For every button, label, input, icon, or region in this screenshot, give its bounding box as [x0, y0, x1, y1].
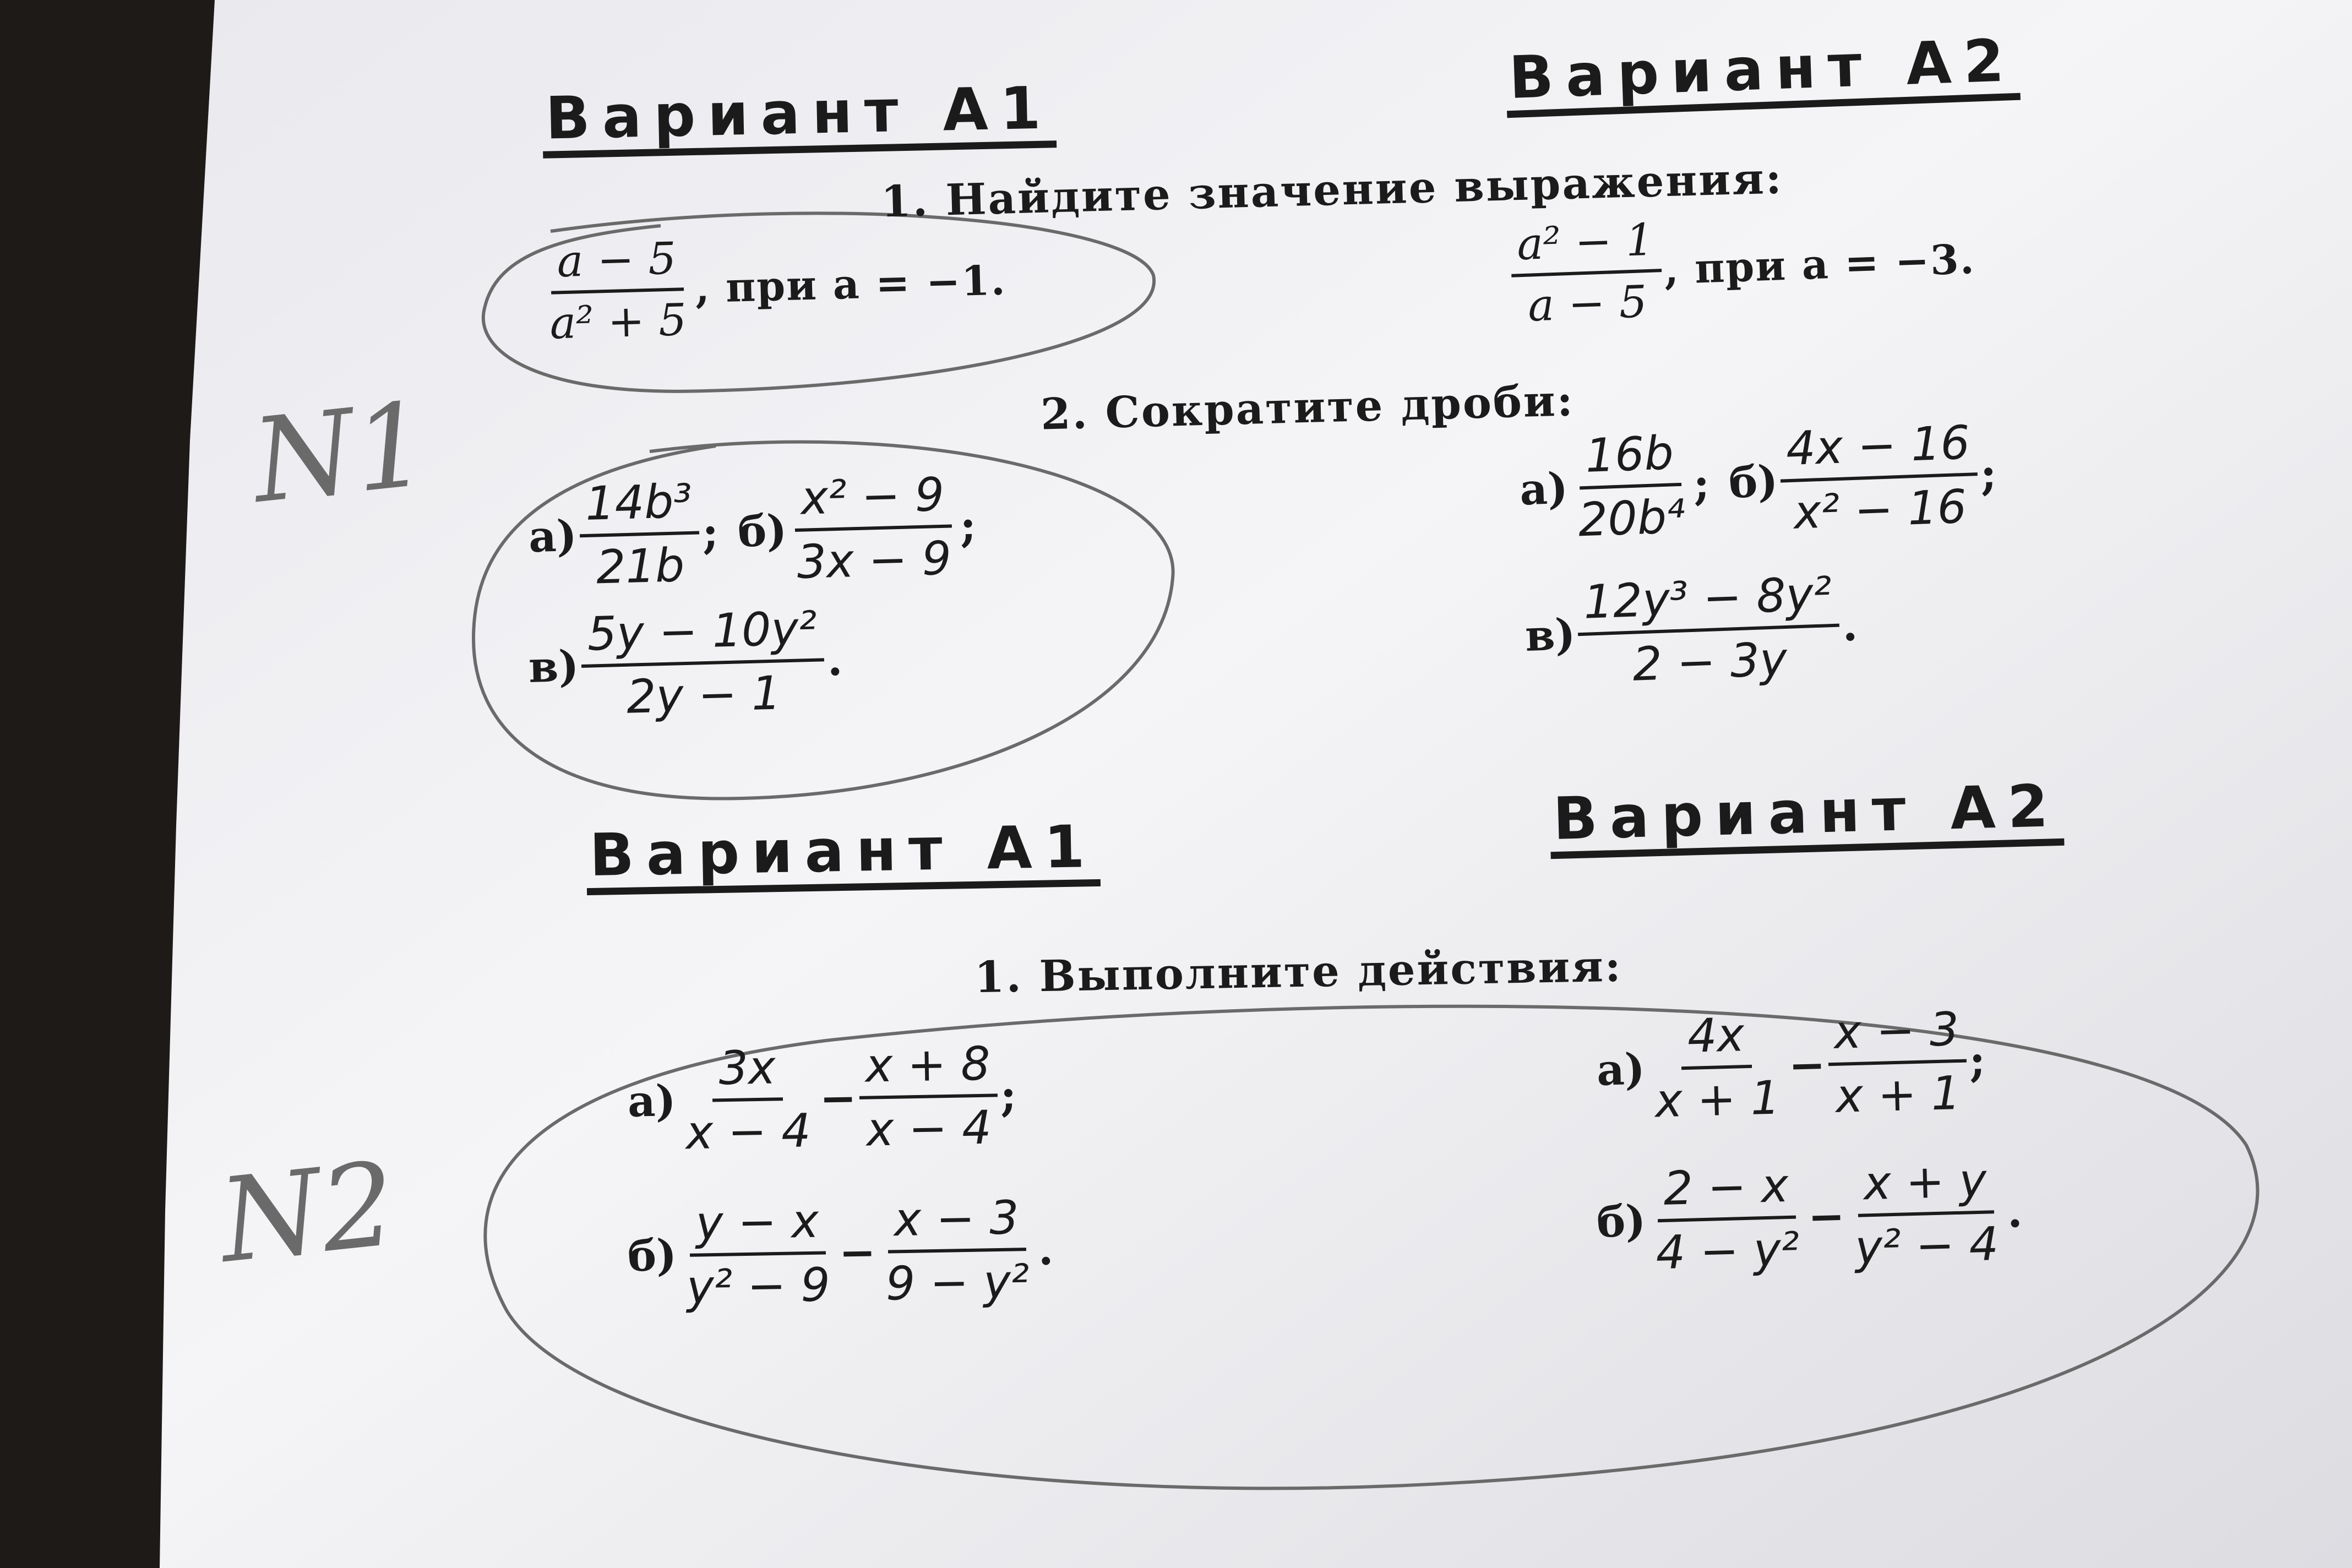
bottom-a2-label-a: а)	[1596, 1044, 1646, 1096]
bottom-a1-row-b	[627, 1191, 1054, 1314]
a2-task2-fraction-b	[1778, 416, 1979, 539]
bottom-a2-frac-b2	[1846, 1154, 2006, 1274]
a2-task2-c-numerator: 12y³ − 8y²	[1576, 568, 1839, 636]
bottom-a2-a2-numerator: x − 3	[1827, 1003, 1967, 1066]
bottom-variant-a1-heading: Вариант А1	[586, 816, 1101, 896]
bottom-a2-op1: −	[1788, 1038, 1826, 1092]
bottom-a1-b-end: .	[1037, 1223, 1054, 1275]
bottom-a1-a2-denominator: x − 4	[865, 1100, 992, 1157]
a2-task2-sep1: ;	[1692, 458, 1711, 510]
a2-task2-fraction-c	[1576, 568, 1842, 693]
a1-task1-fraction	[541, 233, 694, 348]
a2-task2-label-a: а)	[1518, 463, 1569, 515]
bottom-a1-op2: −	[838, 1226, 876, 1279]
a1-task2-sep1: ;	[701, 506, 720, 559]
top-variant-a1-heading: Вариант А1	[542, 77, 1057, 159]
bottom-a2-label-b: б)	[1596, 1196, 1647, 1248]
bottom-a2-frac-a2	[1827, 1003, 1968, 1123]
a2-task2-end: .	[1841, 598, 1859, 651]
a2-task2-a-denominator: 20b⁴	[1577, 489, 1686, 547]
bottom-a1-b2-numerator: x − 3	[887, 1191, 1026, 1253]
bottom-a1-frac-a1	[678, 1041, 818, 1159]
a2-task2-row1	[1518, 416, 1999, 548]
a1-task2-fraction-b	[788, 468, 959, 588]
handwritten-mark-n2: N2	[214, 1136, 402, 1289]
bottom-a2-b-end: .	[2006, 1185, 2023, 1238]
bottom-a2-row-a	[1595, 1003, 1987, 1129]
bottom-a1-frac-b2	[878, 1191, 1036, 1310]
a2-task1-expression	[1510, 204, 1977, 330]
bottom-a2-a1-numerator: 4x	[1680, 1009, 1752, 1070]
bottom-a2-b2-numerator: x + y	[1856, 1154, 1994, 1217]
bottom-a1-b1-denominator: y² − 9	[686, 1257, 831, 1314]
a1-task2-label-c: в)	[527, 641, 580, 693]
a2-task2-a-numerator: 16b	[1578, 427, 1681, 489]
a2-task2-row2	[1523, 567, 1860, 694]
a1-task2-a-denominator: 21b	[595, 538, 685, 595]
bottom-a1-frac-a2	[858, 1037, 999, 1156]
bottom-a2-a1-denominator: x + 1	[1654, 1070, 1781, 1128]
a1-task2-end: .	[826, 633, 843, 686]
bottom-a2-op2: −	[1807, 1190, 1845, 1243]
a2-task2-label-c: в)	[1524, 609, 1576, 662]
a1-task2-sep2: ;	[959, 499, 977, 552]
a2-task2-fraction-a	[1569, 426, 1692, 546]
bottom-a1-b1-numerator: y − x	[689, 1195, 826, 1256]
a1-task2-fraction-c	[580, 602, 826, 724]
a2-task1-condition: , при a = −3.	[1663, 235, 1976, 294]
a2-task2-b-denominator: x² − 16	[1793, 479, 1968, 540]
top-task1-title: 1. Найдите значение выражения:	[880, 153, 1784, 227]
a1-task2-b-denominator: 3x − 9	[796, 531, 952, 589]
bottom-a1-b2-denominator: 9 − y²	[885, 1254, 1030, 1311]
bottom-variant-a2-heading: Вариант А2	[1549, 775, 2064, 859]
a1-task2-label-a: а)	[527, 510, 578, 563]
bottom-task1-title: 1. Выполните действия:	[974, 941, 1623, 1003]
a2-task2-sep2: ;	[1979, 447, 1998, 500]
a1-task2-label-b: б)	[737, 505, 788, 557]
bottom-a2-b1-denominator: 4 − y²	[1655, 1222, 1800, 1280]
a1-task2-row1	[527, 467, 977, 595]
a1-task2-row2	[527, 602, 844, 726]
bottom-a2-frac-b1	[1647, 1159, 1806, 1279]
bottom-a1-a-end: ;	[999, 1069, 1017, 1121]
bottom-a1-label-b: б)	[627, 1230, 677, 1282]
bottom-a1-op1: −	[819, 1071, 857, 1125]
a1-task1-denominator: a² + 5	[549, 293, 688, 349]
bottom-a1-frac-b1	[678, 1195, 837, 1313]
a2-task2-b-numerator: 4x − 16	[1778, 416, 1977, 483]
a2-task1-denominator: a − 5	[1527, 275, 1648, 331]
top-task2-title: 2. Сократите дроби:	[1039, 375, 1575, 440]
bottom-a1-a2-numerator: x + 8	[858, 1037, 998, 1099]
bottom-a1-a1-numerator: 3x	[712, 1041, 783, 1102]
a1-task1-numerator: a − 5	[550, 233, 684, 294]
bottom-a2-a2-denominator: x + 1	[1834, 1066, 1962, 1123]
a1-task1-expression	[541, 225, 1008, 348]
a1-task2-fraction-a	[578, 475, 701, 594]
a1-task2-c-denominator: 2y − 1	[625, 666, 782, 724]
a2-task1-fraction	[1510, 215, 1663, 331]
bottom-a1-label-a: а)	[627, 1076, 677, 1127]
bottom-a2-frac-a1	[1646, 1008, 1787, 1127]
a1-task1-condition: , при a = −1.	[694, 257, 1007, 313]
bottom-a2-a-end: ;	[1968, 1034, 1986, 1087]
bottom-a1-row-a	[627, 1037, 1017, 1159]
a2-task2-label-b: б)	[1728, 456, 1779, 508]
a1-task2-b-numerator: x² − 9	[793, 469, 951, 532]
a1-task2-c-numerator: 5y − 10y²	[580, 602, 825, 668]
bottom-a2-b2-denominator: y² − 4	[1854, 1217, 2000, 1275]
handwritten-mark-n1: N1	[247, 377, 435, 529]
top-variant-a2-heading: Вариант А2	[1505, 30, 2021, 118]
a2-task1-numerator: a² − 1	[1510, 215, 1662, 277]
bottom-a1-a1-denominator: x − 4	[685, 1103, 812, 1160]
a2-task2-c-denominator: 2 − 3y	[1631, 632, 1788, 692]
bottom-a2-b1-numerator: 2 − x	[1656, 1159, 1796, 1223]
bottom-a2-row-b	[1595, 1153, 2024, 1280]
a1-task2-a-numerator: 14b³	[578, 475, 700, 538]
